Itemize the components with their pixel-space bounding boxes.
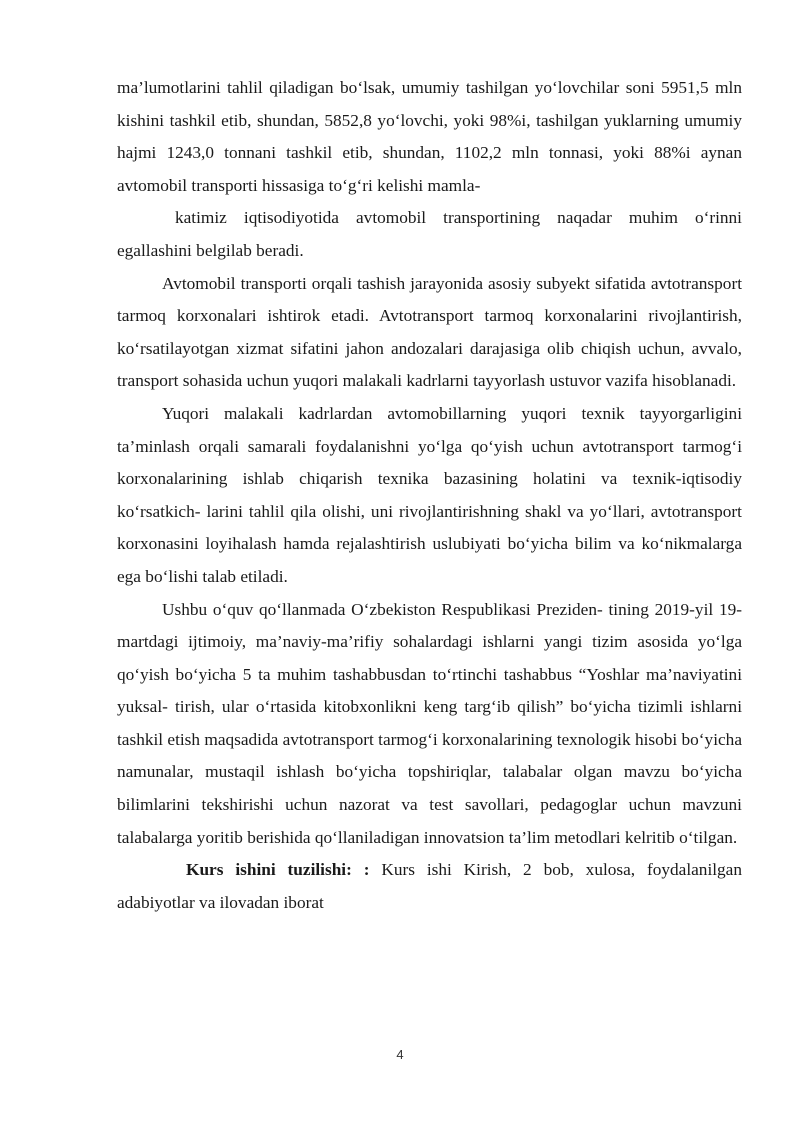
- page-number: 4: [396, 1047, 404, 1062]
- paragraph-continuation: katimiz iqtisodiyotida avtomobil transportining naqadar muhim o‘rinni egallashini belgilab beradi.: [117, 208, 742, 260]
- paragraph-statistics: ma’lumotlarini tahlil qiladigan bo‘lsak, umumiy tashilgan yo‘lovchilar soni 5951,5 mln kishini tashkil etib, shundan, 5852,8 yo‘lovchi, yoki 98%i, tashilgan yuklarning umumiy hajmi 1243,0 tonnani tashkil etib, shundan, 1102,2 mln tonnasi, yoki 88%i aynan avtomobil transporti hissasiga to‘g‘ri kelishi mamla-: [117, 78, 742, 195]
- paragraph-study-guide: Ushbu o‘quv qo‘llanmada O‘zbekiston Respublikasi Preziden- tining 2019-yil 19-martdagi ijtimoiy, ma’naviy-ma’rifiy sohalardagi ishlarni yangi tizim asosida yo‘lga qo‘yish bo‘yicha 5 ta muhim tashabbusdan to‘rtinchi tashabbus “Yoshlar ma’naviyatini yuksal- tirish, ular o‘rtasida kitobxonlikni keng targ‘ib qilish” bo‘yicha tizimli ishlarni tashkil etish maqsadida avtotransport tarmog‘i korxonalarining texnologik hisobi bo‘yicha namunalar, mustaqil ishlash bo‘yicha topshiriqlar, talabalar olgan mavzu bo‘yicha bilimlarini tekshirishi uchun nazorat va test savollari, pedagoglar uchun mavzuni talabalarga yoritib berishida qo‘llaniladigan innovatsion ta’lim metodlari kelritib o‘tilgan.: [117, 599, 742, 847]
- paragraph-course-structure: [117, 854, 742, 919]
- paragraph-qualified-staff: Yuqori malakali kadrlardan avtomobillarning yuqori texnik tayyorgarligini ta’minlash orqali samarali foydalanishni yo‘lga qo‘yish uchun avtotransport tarmog‘i korxonalarining ishlab chiqarish texnika bazasining holatini va texnik-iqtisodiy ko‘rsatkich- larini tahlil qila olishi, uni rivojlantirishning shakl va yo‘llari, avtotransport korxonasini loyihalash hamda rejalashtirish uslubiyati bo‘yicha bilim va ko‘nikmalarga ega bo‘lishi talab etiladi.: [117, 403, 742, 586]
- course-structure-label: Kurs ishini tuzilishi: :: [186, 860, 370, 880]
- paragraph-transport-enterprises: Avtomobil transporti orqali tashish jarayonida asosiy subyekt sifatida avtotransport tarmoq korxonalari ishtirok etadi. Avtotransport tarmoq korxonalarini rivojlantirish, ko‘rsatilayotgan xizmat sifatini jahon andozalari darajasiga olib chiqish uchun, avvalo, transport sohasida uchun yuqori malakali kadrlarni tayyorlash ustuvor vazifa hisoblanadi.: [117, 273, 742, 391]
- course-structure-text: Kurs ishi Kirish, 2 bob, xulosa, foydalanilgan adabiyotlar va ilovadan iborat: [117, 860, 742, 912]
- page-body: [117, 72, 742, 919]
